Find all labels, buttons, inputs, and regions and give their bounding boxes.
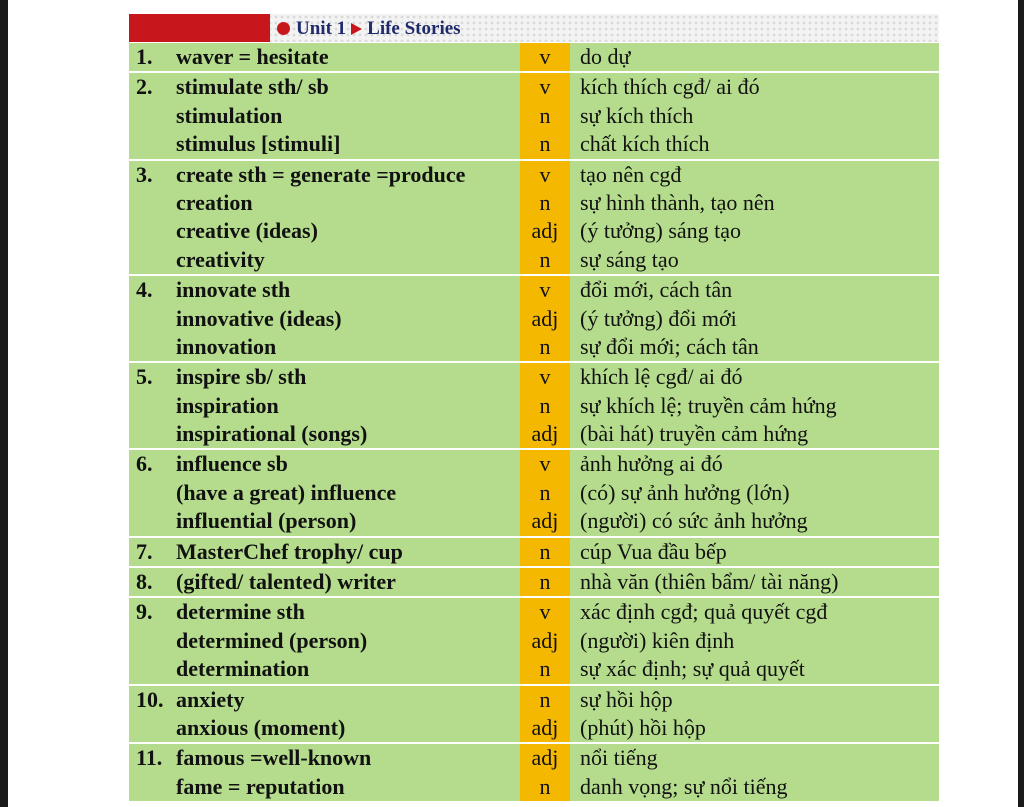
entry-number [129, 305, 168, 333]
entry-number: 1. [136, 44, 153, 69]
vocab-word: waver = hesitate [176, 44, 329, 69]
entry-number [129, 507, 168, 535]
vocab-meaning: (có) sự ảnh hưởng (lớn) [580, 479, 790, 505]
vocabulary-table [129, 43, 939, 803]
vocab-meaning: sự xác định; sự quả quyết [580, 656, 805, 682]
entry-number [129, 130, 168, 158]
vocab-meaning: sự hồi hộp [580, 686, 673, 712]
table-row [129, 333, 939, 361]
entry-number: 9. [136, 599, 153, 625]
entry-number [129, 420, 168, 448]
vocab-group [129, 73, 939, 160]
entry-number [129, 479, 168, 507]
vocab-meaning: cúp Vua đầu bếp [580, 538, 727, 564]
table-row [129, 568, 939, 596]
part-of-speech: n [520, 568, 570, 596]
entry-number [129, 627, 168, 655]
part-of-speech: n [520, 246, 570, 274]
vocab-group [129, 161, 939, 277]
part-of-speech: adj [520, 420, 570, 448]
header-title [277, 14, 461, 42]
table-row [129, 627, 939, 655]
table-row [129, 538, 939, 566]
vocab-group [129, 598, 939, 685]
part-of-speech: adj [520, 507, 570, 535]
table-row [129, 246, 939, 274]
vocab-group [129, 43, 939, 73]
table-row [129, 598, 939, 626]
vocab-meaning: nổi tiếng [580, 745, 658, 771]
vocab-word: (gifted/ talented) writer [176, 569, 396, 595]
vocab-word: influential (person) [176, 508, 357, 534]
vocab-word: influence sb [176, 451, 288, 477]
part-of-speech: v [520, 450, 570, 478]
vocab-word: create sth = generate =produce [176, 161, 466, 187]
vocab-meaning: đổi mới, cách tân [580, 277, 733, 303]
part-of-speech: adj [520, 744, 570, 772]
table-row [129, 450, 939, 478]
vocab-meaning: kích thích cgđ/ ai đó [580, 74, 760, 100]
part-of-speech: adj [520, 627, 570, 655]
part-of-speech: adj [520, 714, 570, 742]
entry-number: 11. [136, 745, 163, 771]
table-row [129, 130, 939, 158]
vocab-word: inspiration [176, 392, 279, 418]
entry-number [129, 217, 168, 245]
table-row [129, 189, 939, 217]
vocab-word: stimulation [176, 102, 283, 128]
entry-number: 4. [136, 277, 153, 303]
entry-number: 3. [136, 161, 153, 187]
vocab-meaning: do dự [580, 44, 631, 69]
right-border [1018, 0, 1024, 807]
vocab-word: fame = reputation [176, 773, 345, 799]
vocab-word: inspire sb/ sth [176, 364, 307, 390]
vocab-meaning: sự đổi mới; cách tân [580, 333, 759, 359]
vocab-word: innovation [176, 333, 277, 359]
table-row [129, 714, 939, 742]
part-of-speech: adj [520, 305, 570, 333]
vocab-meaning: sự khích lệ; truyền cảm hứng [580, 392, 837, 418]
table-row [129, 73, 939, 101]
table-row [129, 363, 939, 391]
vocab-word: stimulate sth/ sb [176, 74, 329, 100]
table-row [129, 305, 939, 333]
vocab-meaning: khích lệ cgđ/ ai đó [580, 364, 743, 390]
vocab-word: anxious (moment) [176, 714, 346, 740]
vocab-meaning: (ý tưởng) sáng tạo [580, 218, 742, 244]
table-row [129, 479, 939, 507]
vocab-meaning: (ý tưởng) đổi mới [580, 305, 737, 331]
part-of-speech: n [520, 130, 570, 158]
part-of-speech: v [520, 43, 570, 71]
part-of-speech: n [520, 189, 570, 217]
vocab-word: determined (person) [176, 627, 368, 653]
vocab-meaning: ảnh hưởng ai đó [580, 451, 723, 477]
vocab-meaning: (phút) hồi hộp [580, 714, 706, 740]
header-red-block [129, 14, 270, 42]
table-row [129, 744, 939, 772]
part-of-speech: v [520, 161, 570, 189]
entry-number [129, 333, 168, 361]
part-of-speech: v [520, 598, 570, 626]
table-row [129, 392, 939, 420]
vocab-word: determination [176, 656, 310, 682]
vocab-meaning: tạo nên cgđ [580, 161, 682, 187]
vocab-word: creativity [176, 246, 265, 272]
part-of-speech: v [520, 363, 570, 391]
table-row [129, 655, 939, 683]
table-row [129, 217, 939, 245]
table-row [129, 773, 939, 801]
vocab-meaning: (người) có sức ảnh hưởng [580, 508, 808, 534]
vocab-group [129, 538, 939, 568]
table-row [129, 276, 939, 304]
vocab-word: innovate sth [176, 277, 291, 303]
table-row [129, 43, 939, 71]
part-of-speech: adj [520, 217, 570, 245]
entry-number [129, 246, 168, 274]
vocab-word: creative (ideas) [176, 218, 318, 244]
part-of-speech: v [520, 276, 570, 304]
vocab-group [129, 276, 939, 363]
left-border [0, 0, 8, 807]
entry-number [129, 773, 168, 801]
vocab-group [129, 450, 939, 537]
entry-number: 2. [136, 74, 153, 100]
vocab-group [129, 686, 939, 745]
entry-number [129, 189, 168, 217]
unit-label: Unit 1 [296, 18, 347, 39]
unit-header [129, 14, 939, 42]
vocab-meaning: chất kích thích [580, 131, 710, 157]
vocab-group [129, 568, 939, 598]
vocab-meaning: sự hình thành, tạo nên [580, 189, 775, 215]
vocab-meaning: danh vọng; sự nổi tiếng [580, 773, 788, 799]
table-row [129, 420, 939, 448]
vocab-word: MasterChef trophy/ cup [176, 538, 403, 564]
vocab-word: famous =well-known [176, 745, 372, 771]
vocab-meaning: (bài hát) truyền cảm hứng [580, 421, 809, 447]
bullet-dot-icon [277, 22, 290, 35]
vocab-word: inspirational (songs) [176, 421, 368, 447]
vocab-word: determine sth [176, 599, 305, 625]
vocab-word: stimulus [stimuli] [176, 131, 341, 157]
entry-number: 8. [136, 569, 153, 595]
part-of-speech: n [520, 102, 570, 130]
entry-number: 7. [136, 538, 153, 564]
table-row [129, 102, 939, 130]
topic-label: Life Stories [367, 18, 461, 39]
table-row [129, 686, 939, 714]
vocab-word: innovative (ideas) [176, 305, 342, 331]
entry-number [129, 102, 168, 130]
part-of-speech: n [520, 479, 570, 507]
play-arrow-icon [351, 23, 362, 35]
vocab-word: anxiety [176, 686, 245, 712]
vocab-meaning: sự kích thích [580, 102, 694, 128]
entry-number [129, 655, 168, 683]
vocab-word: (have a great) influence [176, 479, 397, 505]
vocab-meaning: xác định cgđ; quả quyết cgđ [580, 599, 828, 625]
entry-number: 5. [136, 364, 153, 390]
part-of-speech: n [520, 333, 570, 361]
part-of-speech: v [520, 73, 570, 101]
entry-number: 6. [136, 451, 153, 477]
vocab-meaning: sự sáng tạo [580, 246, 679, 272]
part-of-speech: n [520, 538, 570, 566]
vocab-word: creation [176, 189, 253, 215]
vocab-group [129, 363, 939, 450]
table-row [129, 161, 939, 189]
entry-number [129, 714, 168, 742]
table-row [129, 507, 939, 535]
part-of-speech: n [520, 655, 570, 683]
part-of-speech: n [520, 392, 570, 420]
vocab-group [129, 744, 939, 803]
part-of-speech: n [520, 686, 570, 714]
vocab-meaning: (người) kiên định [580, 627, 735, 653]
entry-number: 10. [136, 686, 164, 712]
entry-number [129, 392, 168, 420]
part-of-speech: n [520, 773, 570, 801]
vocab-meaning: nhà văn (thiên bẩm/ tài năng) [580, 569, 839, 595]
